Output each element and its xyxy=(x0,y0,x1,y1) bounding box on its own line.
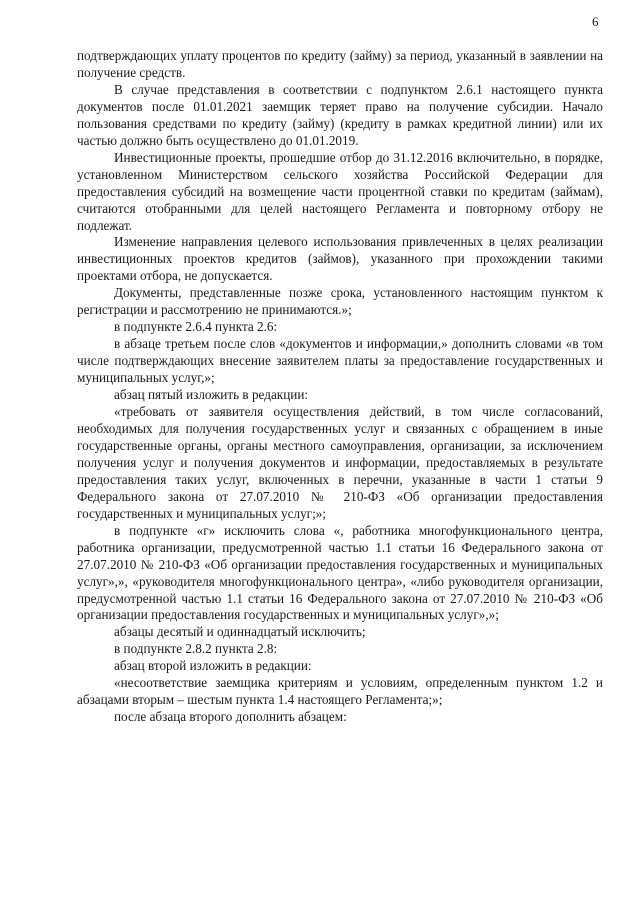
paragraph: абзац второй изложить в редакции: xyxy=(114,658,312,674)
paragraph: в абзаце третьем после слов «документов и информации,» дополнить словами «в том числе подтверждающих внесение заявителем платы за предоставление государственных и муниципальных услуг,»; xyxy=(77,336,603,386)
paragraph: «несоответствие заемщика критериям и условиям, определенным пунктом 1.2 и абзацами вторым – шестым пункта 1.4 настоящего Регламента;»; xyxy=(77,675,603,708)
paragraph: подтверждающих уплату процентов по кредиту (займу) за период, указанный в заявлении на получение средств. xyxy=(77,48,603,80)
page-number: 6 xyxy=(592,14,599,29)
paragraph: после абзаца второго дополнить абзацем: xyxy=(114,709,347,725)
paragraph: Изменение направления целевого использования привлеченных в целях реализации инвестиционных проектов кредитов (займов), указанного при прохождении такими проектами отбора, не допускается. xyxy=(77,234,603,284)
paragraph: в подпункте «г» исключить слова «, работника многофункционального центра, работника организации, предусмотренной частью 1.1 статьи 16 Федерального закона от 27.07.2010 № 210-ФЗ «Об организации предоставления государственных и муниципальных услуг»,», «руководителя многофункционального центра», «либо руководителя организации, предусмотренной частью 1.1 статьи 16 Федерального закона от 27.07.2010 № 210-ФЗ «Об организации предоставления государственных и муниципальных услуг»,»; xyxy=(77,522,603,623)
paragraph: «требовать от заявителя осуществления действий, в том числе согласований, необходимых для получения государственных услуг и связанных с обращением в иные государственные органы, органы местного самоуправления, организации, за исключением получения услуг и получения документов и информации, предоставляемых в результате предоставления таких услуг, включенных в перечни, указанные в части 1 статьи 9 Федерального закона от 27.07.2010 № 210-ФЗ «Об организации предоставления государственных и муниципальных услуг;»; xyxy=(77,404,603,521)
paragraph: в подпункте 2.6.4 пункта 2.6: xyxy=(114,319,278,335)
document-body xyxy=(77,48,603,726)
paragraph: В случае представления в соответствии с подпунктом 2.6.1 настоящего пункта документов после 01.01.2021 заемщик теряет право на получение субсидии. Начало пользования средствами по кредиту (займу) (кредиту в рамках кредитной линии) или их частью должно быть осуществлено до 01.01.2019. xyxy=(77,81,603,148)
paragraph: в подпункте 2.8.2 пункта 2.8: xyxy=(114,641,278,657)
paragraph: абзац пятый изложить в редакции: xyxy=(114,387,309,403)
paragraph: абзацы десятый и одиннадцатый исключить; xyxy=(114,624,366,640)
paragraph: Инвестиционные проекты, прошедшие отбор до 31.12.2016 включительно, в порядке, установленном Министерством сельского хозяйства Российской Федерации для предоставления субсидий на возмещение части процентной ставки по кредитам (займам), считаются отобранными для целей настоящего Регламента и повторному отбору не подлежат. xyxy=(77,149,603,233)
paragraph: Документы, представленные позже срока, установленного настоящим пунктом к регистрации и рассмотрению не принимаются.»; xyxy=(77,285,603,318)
